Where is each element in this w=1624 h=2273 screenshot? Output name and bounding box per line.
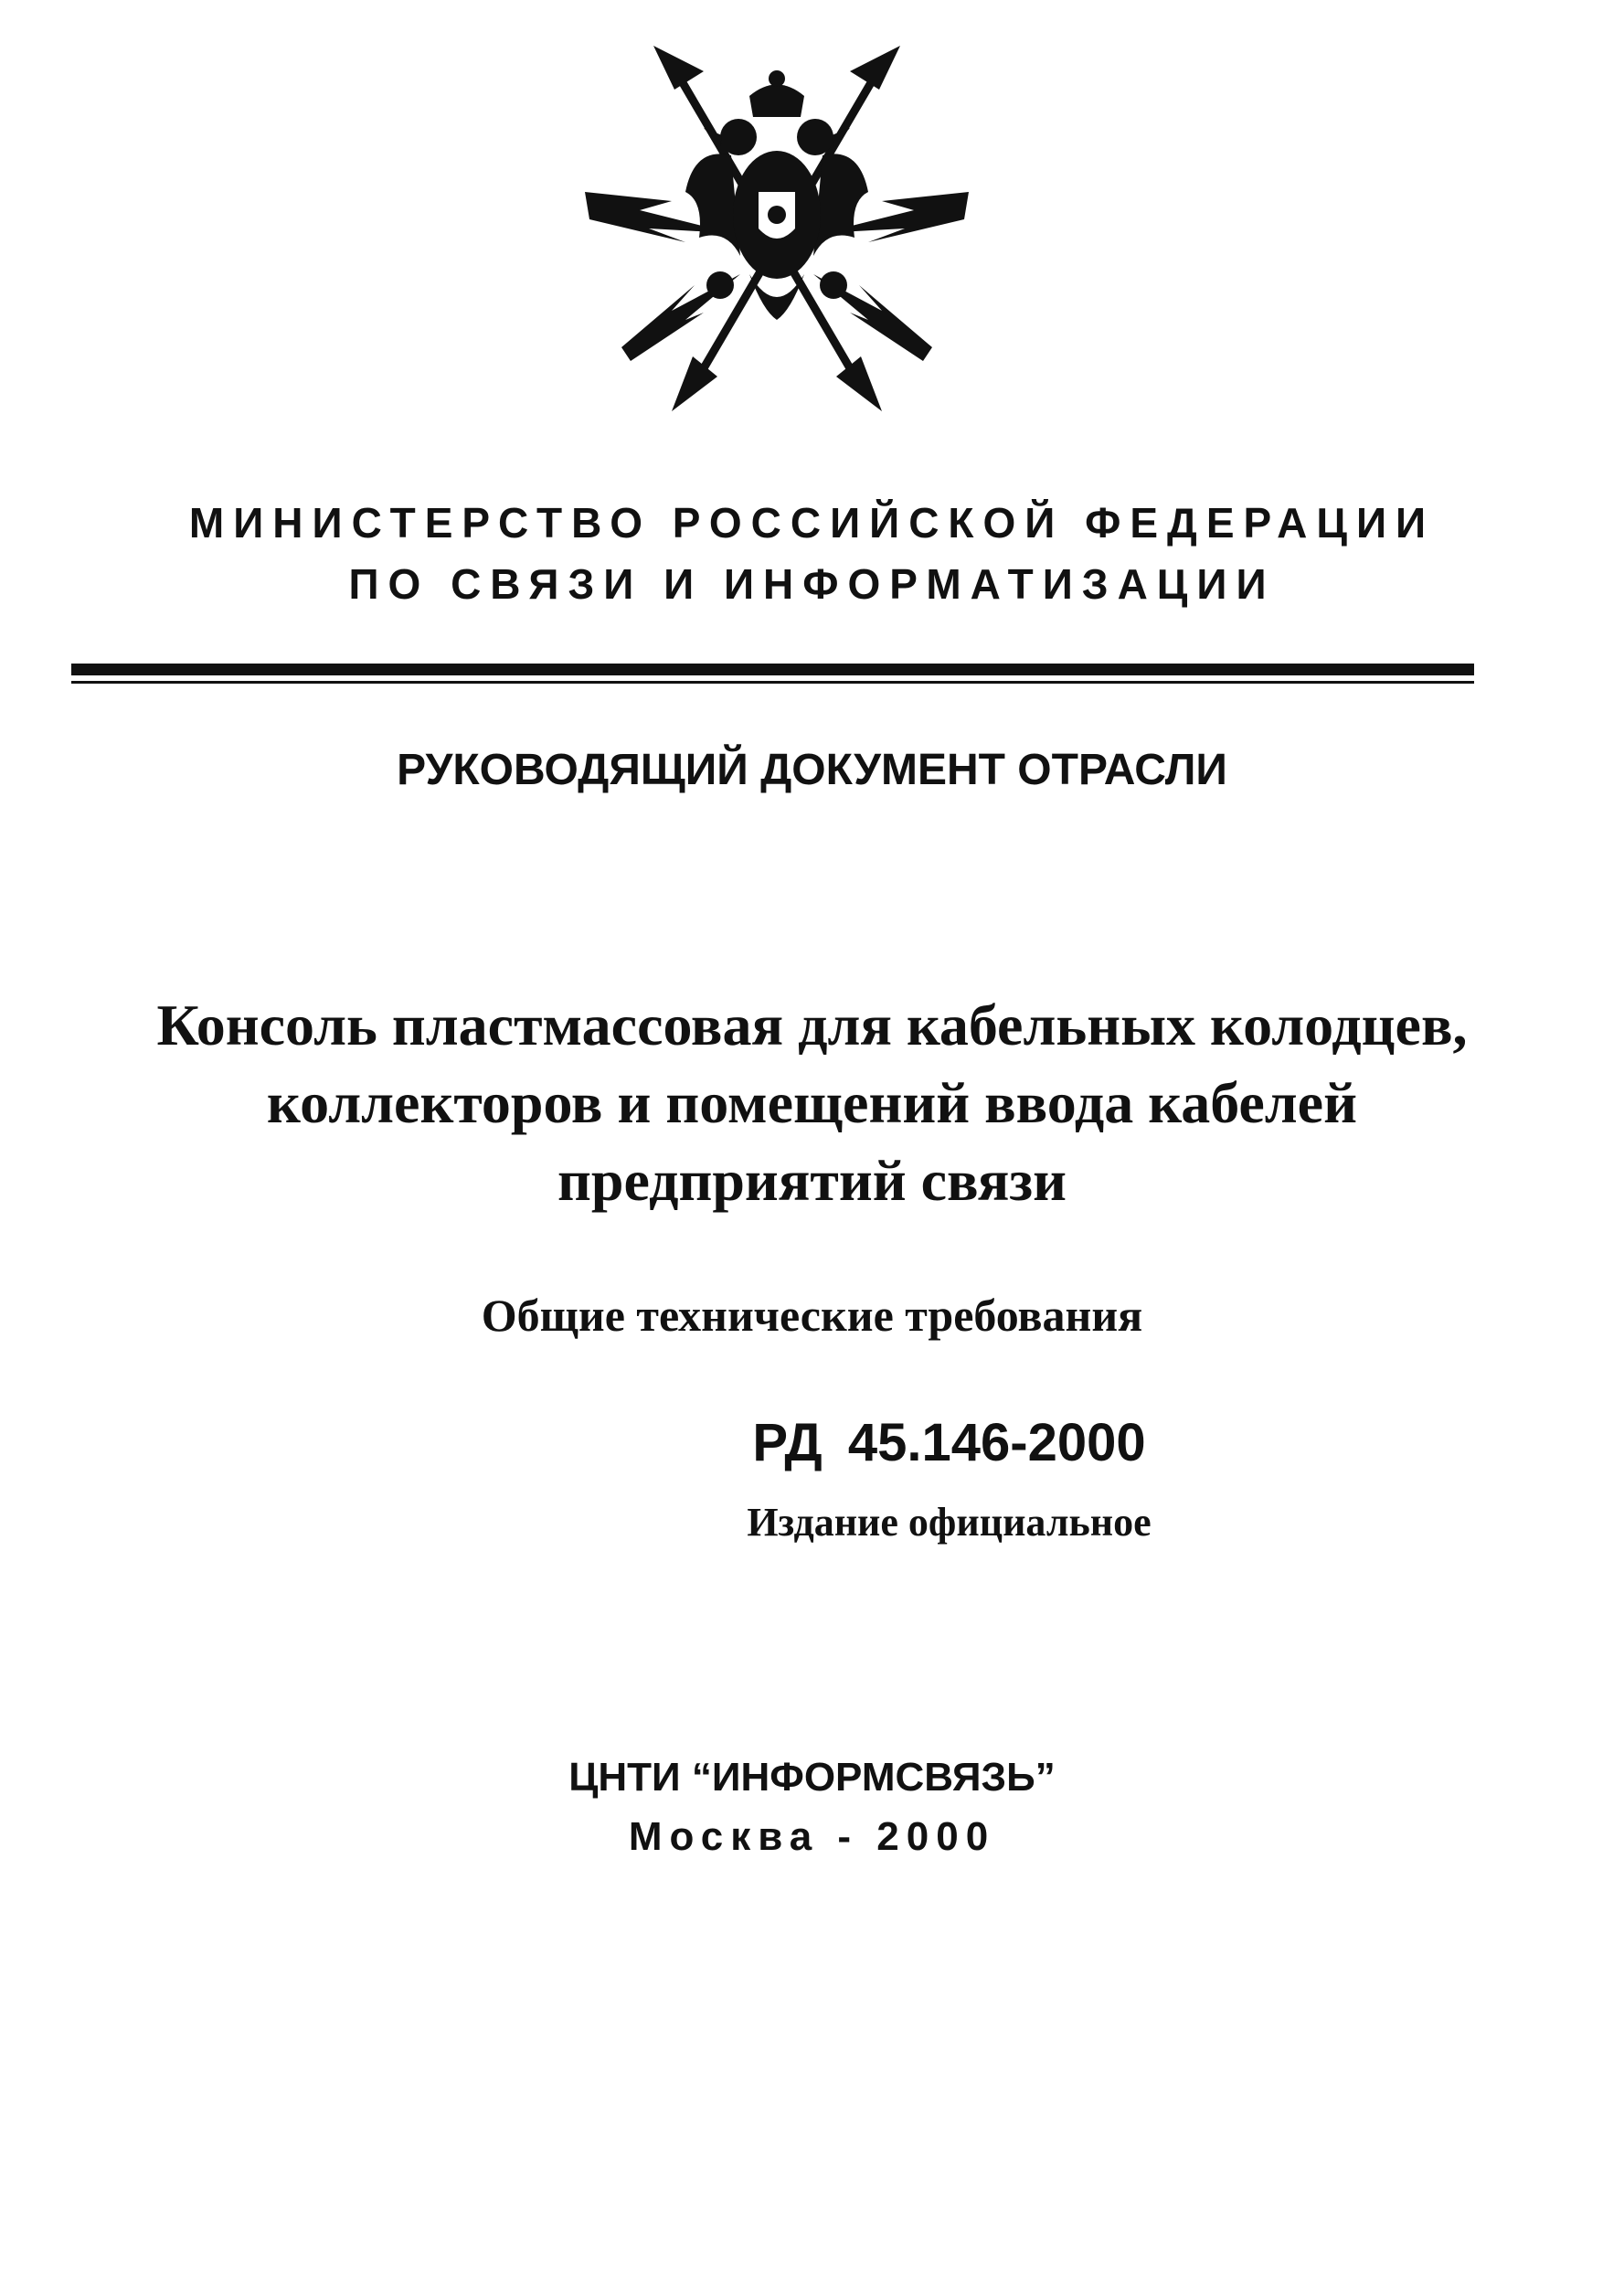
ministry-emblem-icon <box>585 46 969 411</box>
document-number: РД 45.146-2000 <box>752 1413 1146 1472</box>
document-title-line-1: Консоль пластмассовая для кабельных колодцев, <box>156 993 1468 1057</box>
edition-note: Издание официальное <box>747 1500 1152 1545</box>
ministry-name-line-1: МИНИСТЕРСТВО РОССИЙСКОЙ ФЕДЕРАЦИИ <box>188 499 1436 547</box>
publication-city-year: Москва - 2000 <box>628 1814 996 1859</box>
document-subtitle: Общие технические требования <box>481 1290 1143 1341</box>
ministry-name-line-2: ПО СВЯЗИ И ИНФОРМАТИЗАЦИИ <box>348 560 1276 608</box>
publisher-name: ЦНТИ “ИНФОРМСВЯЗЬ” <box>568 1755 1056 1800</box>
document-title-line-3: предприятий связи <box>557 1148 1067 1213</box>
header-divider-thin <box>71 681 1474 684</box>
header-divider-thick <box>71 664 1474 675</box>
document-title-line-2: коллекторов и помещений ввода кабелей <box>267 1070 1357 1135</box>
document-type: РУКОВОДЯЩИЙ ДОКУМЕНТ ОТРАСЛИ <box>397 746 1227 794</box>
